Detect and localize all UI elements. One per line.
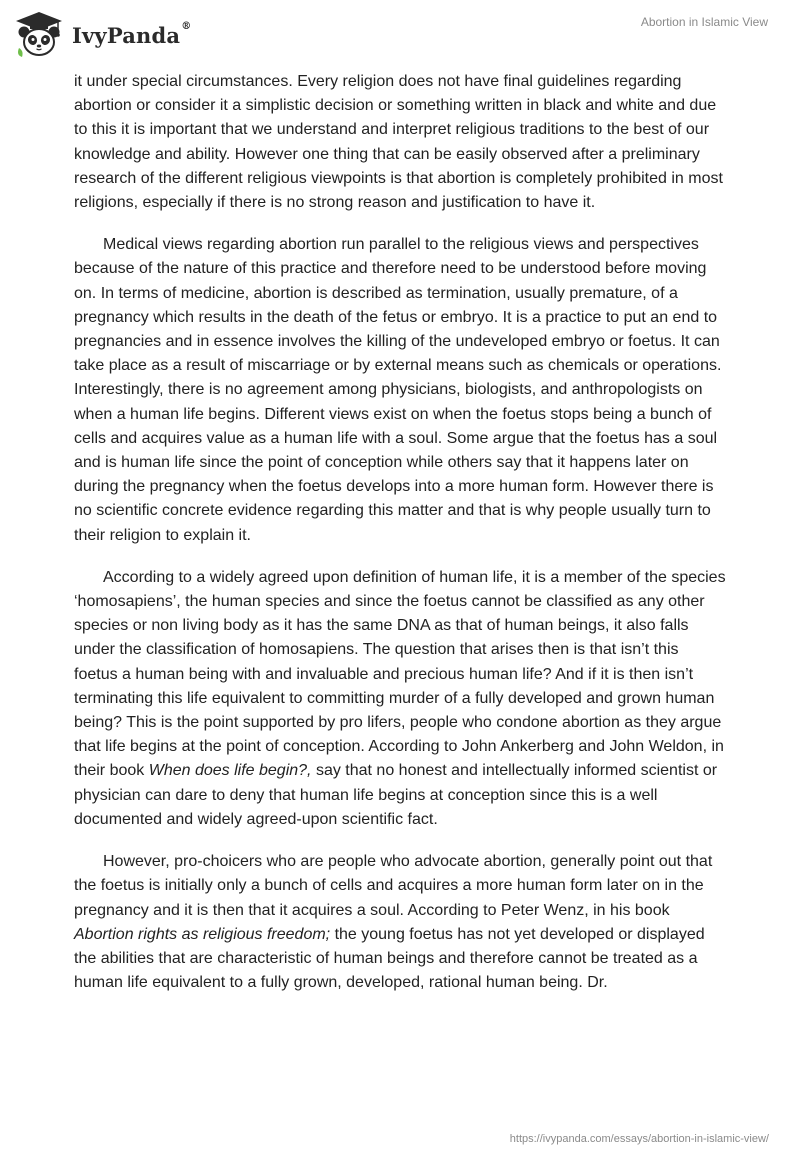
book-title: Abortion rights as religious freedom; [74, 925, 331, 943]
book-title: When does life begin?, [148, 762, 312, 780]
source-url[interactable]: https://ivypanda.com/essays/abortion-in-islamic-view/ [509, 1133, 769, 1145]
essay-body [74, 70, 726, 1013]
brand-name: IvyPanda® [72, 20, 192, 48]
document-title: Abortion in Islamic View [640, 15, 768, 29]
essay-paragraph: However, pro-choicers who are people who advocate abortion, generally point out that the foetus is initially only a bunch of cells and acquires a more human form later on in the pregnancy and it is then that it acquires a soul. According to Peter Wenz, in his book Abortion rights as religious freedom; the young foetus has not yet developed or displayed the abilities that are characteristic of human beings and therefore cannot be treated as a human life equivalent to a fully grown, developed, rational human being. Dr. [74, 853, 713, 992]
essay-paragraph: According to a widely agreed upon definition of human life, it is a member of the species ‘homosapiens’, the human species and since the foetus cannot be classified as any other species or non living body as it has the same DNA as that of human beings, it also falls under the classification of homosapiens. The question that arises then is that isn’t this foetus a human being with and invaluable and precious human life? And if it is then isn’t terminating this life equivalent to committing murder of a fully developed and grown human being? This is the point supported by pro lifers, people who condone abortion as they argue that life begins at the point of conception. According to John Ankerberg and John Weldon, in their book When does life begin?, say that no honest and intellectually informed scientist or physician can dare to deny that human life begins at conception since this is a well documented and widely agreed-upon scientific fact. [74, 568, 726, 828]
essay-paragraph: it under special circumstances. Every religion does not have final guidelines regarding abortion or consider it a simplistic decision or something written in black and white and due to this it is important that we understand and interpret religious traditions to the best of our knowledge and ability. However one thing that can be easily observed after a preliminary research of the different religious viewpoints is that abortion is completely prohibited in most religions, especially if there is no strong reason and justification to have it. [74, 73, 723, 212]
panda-graduate-icon [12, 10, 66, 60]
essay-paragraph: Medical views regarding abortion run parallel to the religious views and perspectives because of the nature of this practice and therefore need to be understood before moving on. In terms of medicine, abortion is described as termination, usually premature, of a pregnancy which results in the death of the fetus or embryo. It is a practice to put an end to pregnancies and in essence involves the killing of the undeveloped embryo or foetus. It can take place as a result of miscarriage or by external means such as chemicals or operations. Interestingly, there is no agreement among physicians, biologists, and anthropologists on when a human life begins. Different views exist on when the foetus stops being a bunch of cells and acquires value as a human life with a soul. Some argue that the foetus has a soul and is human life since the point of conception while others say that it happens later on during the pregnancy when the foetus develops into a more human form. However there is no scientific concrete evidence regarding this matter and that is why people usually turn to their religion to explain it. [74, 236, 722, 544]
brand-logo[interactable] [12, 10, 191, 60]
page-header [0, 0, 800, 70]
